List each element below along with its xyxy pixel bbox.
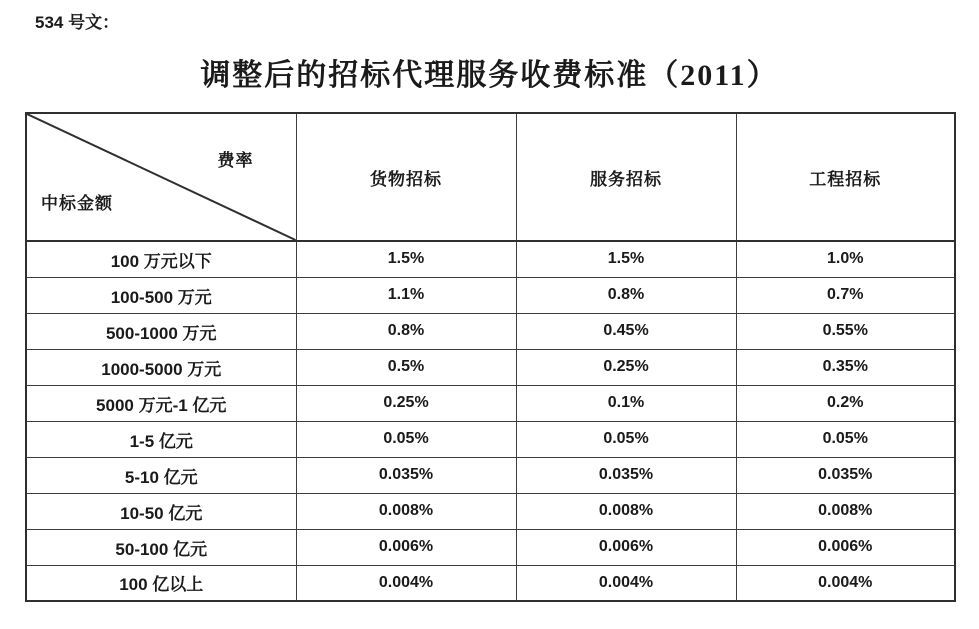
doc-number: 534 号文： — [35, 13, 120, 32]
fee-rate-value: 0.006% — [736, 529, 955, 565]
fee-rate-value: 0.006% — [296, 529, 516, 565]
row-label-amount-tier: 10-50 亿元 — [26, 493, 296, 529]
fee-rate-value: 0.2% — [736, 385, 955, 421]
table-row — [26, 493, 955, 529]
fee-rate-value: 0.008% — [736, 493, 955, 529]
fee-rate-value: 0.008% — [516, 493, 736, 529]
fee-rate-value: 0.006% — [516, 529, 736, 565]
fee-rate-value: 0.004% — [516, 565, 736, 601]
header-row — [26, 113, 955, 241]
row-label-amount-tier: 100 亿以上 — [26, 565, 296, 601]
corner-header-cell — [26, 113, 296, 241]
table-row — [26, 457, 955, 493]
fee-rate-value: 0.25% — [296, 385, 516, 421]
table-row — [26, 385, 955, 421]
table-row — [26, 241, 955, 277]
fee-rate-value: 1.5% — [296, 241, 516, 277]
fee-rate-table — [25, 112, 956, 602]
corner-label-rate: 费率 — [217, 151, 254, 170]
row-label-amount-tier: 5000 万元-1 亿元 — [26, 385, 296, 421]
fee-rate-value: 0.35% — [736, 349, 955, 385]
table-row — [26, 421, 955, 457]
fee-rate-value: 1.1% — [296, 277, 516, 313]
fee-rate-value: 0.7% — [736, 277, 955, 313]
fee-rate-value: 0.1% — [516, 385, 736, 421]
fee-rate-value: 0.004% — [736, 565, 955, 601]
fee-rate-value: 1.0% — [736, 241, 955, 277]
column-header-service-bidding: 服务招标 — [516, 113, 736, 241]
fee-rate-value: 0.55% — [736, 313, 955, 349]
fee-rate-value: 0.5% — [296, 349, 516, 385]
fee-rate-value: 0.05% — [516, 421, 736, 457]
fee-rate-value: 0.008% — [296, 493, 516, 529]
page-title: 调整后的招标代理服务收费标准（2011） — [200, 59, 779, 92]
row-label-amount-tier: 100 万元以下 — [26, 241, 296, 277]
row-label-amount-tier: 500-1000 万元 — [26, 313, 296, 349]
column-header-engineering-bidding: 工程招标 — [736, 113, 955, 241]
column-header-goods-bidding: 货物招标 — [296, 113, 516, 241]
fee-rate-value: 0.25% — [516, 349, 736, 385]
fee-rate-value: 0.035% — [296, 457, 516, 493]
table-row — [26, 565, 955, 601]
row-label-amount-tier: 100-500 万元 — [26, 277, 296, 313]
corner-label-amount: 中标金额 — [41, 194, 113, 213]
fee-rate-value: 0.05% — [736, 421, 955, 457]
table-row — [26, 277, 955, 313]
fee-rate-value: 0.035% — [516, 457, 736, 493]
fee-rate-value: 0.004% — [296, 565, 516, 601]
fee-rate-value: 0.8% — [516, 277, 736, 313]
row-label-amount-tier: 5-10 亿元 — [26, 457, 296, 493]
fee-rate-value: 0.05% — [296, 421, 516, 457]
table-row — [26, 529, 955, 565]
fee-rate-value: 1.5% — [516, 241, 736, 277]
fee-rate-value: 0.035% — [736, 457, 955, 493]
row-label-amount-tier: 50-100 亿元 — [26, 529, 296, 565]
row-label-amount-tier: 1-5 亿元 — [26, 421, 296, 457]
diagonal-divider-line — [27, 114, 296, 240]
fee-rate-value: 0.8% — [296, 313, 516, 349]
table-row — [26, 349, 955, 385]
row-label-amount-tier: 1000-5000 万元 — [26, 349, 296, 385]
table-row — [26, 313, 955, 349]
fee-rate-value: 0.45% — [516, 313, 736, 349]
